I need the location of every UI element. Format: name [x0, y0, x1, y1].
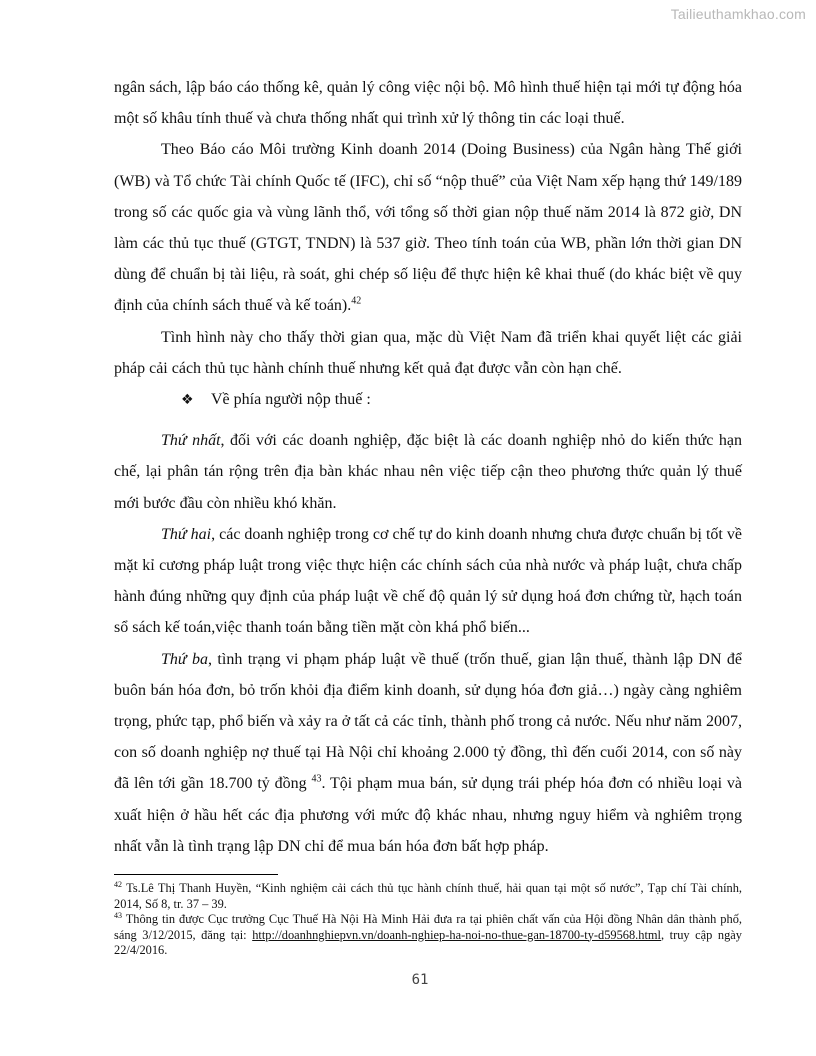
footnote-ref-42[interactable]: 42 [351, 296, 362, 308]
paragraph-third-lead: Thứ ba [161, 650, 209, 668]
paragraph-third-text-b: . Tội phạm mua bán, sử dụng trái phép hóa đơn có nhiều loại và xuất hiện ở hầu hết các địa phương với mức độ khác nhau, nhưng nguy hiểm và nghiêm trọng nhất vẫn là tình trạng lập DN chỉ để mua bán hóa đơn bất hợp pháp. [114, 775, 743, 855]
footnote-43-text: Thông tin được Cục trưởng Cục Thuế Hà Nội Hà Minh Hải đưa ra tại phiên chất vấn của Hội đồng Nhân dân thành phố, sáng 3/12/2015, đăng tại: [114, 912, 742, 942]
footnote-ref-43[interactable]: 43 [311, 774, 322, 786]
paragraph-first-lead: Thứ nhất [161, 432, 221, 450]
paragraph-3: Tình hình này cho thấy thời gian qua, mặc dù Việt Nam đã triển khai quyết liệt các giải pháp cải cách thủ tục hành chính thuế nhưng kết quả đạt được vẫn còn hạn chế. [114, 328, 742, 377]
footnote-43-tail: , truy cập ngày 22/4/2016. [114, 927, 742, 957]
footnote-42-text: Ts.Lê Thị Thanh Huyền, “Kinh nghiệm cải cách thủ tục hành chính thuế, hải quan tại một số nước”, Tạp chí Tài chính, 2014, Số 8, tr. 37 – 39. [114, 881, 742, 911]
paragraph-third [114, 644, 742, 862]
paragraph-2-text: Theo Báo cáo Môi trường Kinh doanh 2014 (Doing Business) của Ngân hàng Thế giới (WB) và Tổ chức Tài chính Quốc tế (IFC), chỉ số “nộp thuế” của Việt Nam xếp hạng thứ 149/189 trong số các quốc gia và vùng lãnh thổ, với tổng số thời gian nộp thuế năm 2014 là 872 giờ, DN làm các thủ tục thuế (GTGT, TNDN) là 537 giờ. Theo tính toán của WB, phần lớn thời gian DN dùng để chuẩn bị tài liệu, rà soát, ghi chép số liệu để thực hiện kê khai thuế (do khác biệt về quy định của chính sách thuế và kế toán). [114, 141, 742, 315]
footnote-separator [114, 874, 278, 875]
page-number: 61 [411, 972, 429, 988]
diamond-bullet-icon: ❖ [181, 392, 194, 409]
page-body [114, 72, 742, 862]
paragraph-first [114, 425, 742, 519]
paragraph-1: ngân sách, lập báo cáo thống kê, quản lý công việc nội bộ. Mô hình thuế hiện tại mới tự động hóa một số khâu tính thuế và chưa thống nhất qui trình xử lý thông tin các loại thuế. [114, 79, 742, 128]
footnotes [114, 881, 742, 959]
watermark: Tailieuthamkhao.com [670, 6, 806, 22]
paragraph-second-text: , các doanh nghiệp trong cơ chế tự do kinh doanh nhưng chưa được chuẩn bị tốt về mặt kỉ cương pháp luật trong việc thực hiện các chính sách của nhà nước và pháp luật, chưa chấp hành đúng những quy định của pháp luật về chế độ quản lý sử dụng hoá đơn chứng từ, hạch toán sổ sách kế toán,việc thanh toán bằng tiền mặt còn khá phổ biến... [114, 525, 742, 637]
paragraph-second-lead: Thứ hai [161, 525, 212, 543]
paragraph-third-text-a: , tình trạng vi phạm pháp luật về thuế (trốn thuế, gian lận thuế, thành lập DN để buôn bán hóa đơn, bỏ trốn khỏi địa điểm kinh doanh, sử dụng hóa đơn giả…) ngày càng nghiêm trọng, phức tạp, phổ biến và xảy ra ở tất cả các tỉnh, thành phố trong cả nước. Nếu như năm 2007, con số doanh nghiệp nợ thuế tại Hà Nội chỉ khoảng 2.000 tỷ đồng, thì đến cuối 2014, con số này đã lên tới gần 18.700 tỷ đồng [114, 650, 743, 793]
paragraph-second [114, 519, 742, 644]
bullet-heading-text: Về phía người nộp thuế : [211, 391, 371, 409]
footnote-42 [114, 881, 742, 912]
bullet-heading [114, 384, 742, 416]
footnote-43-number: 43 [114, 910, 122, 920]
paragraph-first-text: , đối với các doanh nghiệp, đặc biệt là các doanh nghiệp nhỏ do kiến thức hạn chế, lại phân tán rộng trên địa bàn khác nhau nên việc tiếp cận theo phương thức quản lý thuế mới bước đầu còn nhiều khó khăn. [114, 432, 742, 512]
footnote-43 [114, 912, 742, 959]
paragraph-2 [114, 134, 742, 321]
footnote-42-number: 42 [114, 879, 122, 889]
footnote-43-link[interactable]: http://doanhnghiepvn.vn/doanh-nghiep-ha-noi-no-thue-gan-18700-ty-d59568.html [252, 927, 661, 942]
